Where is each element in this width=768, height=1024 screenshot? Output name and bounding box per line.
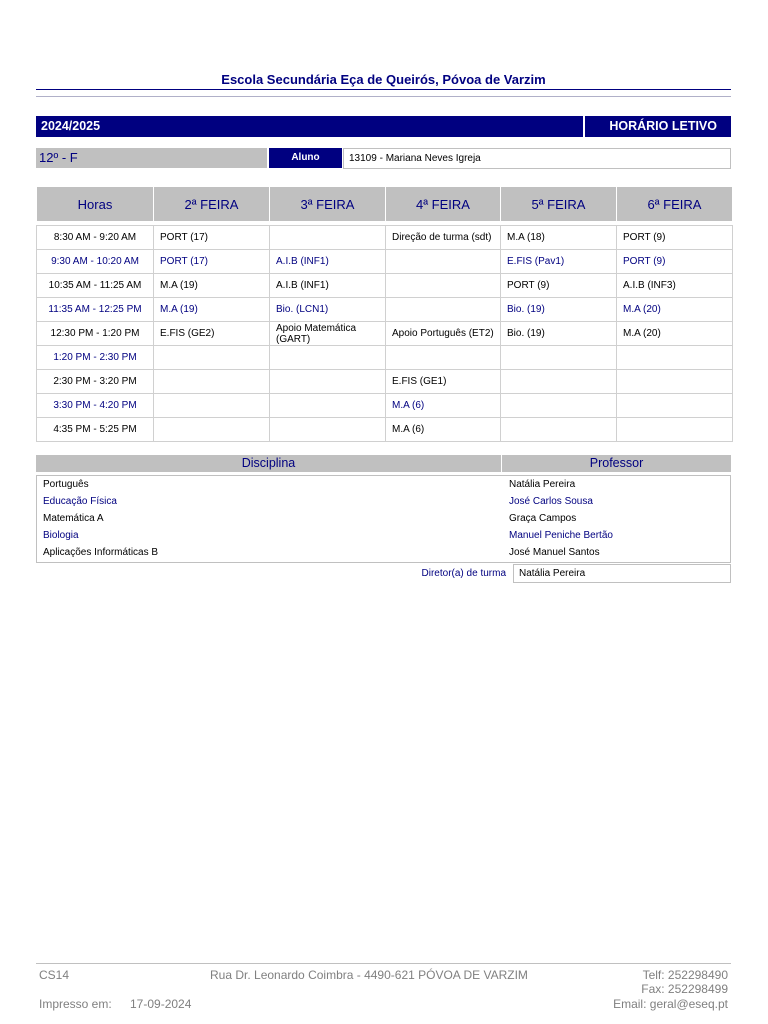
column-header-hours: Horas [37, 187, 154, 222]
schedule-cell: PORT (17) [154, 226, 270, 250]
schedule-row [37, 226, 733, 250]
schedule-row [37, 298, 733, 322]
schedule-cell: A.I.B (INF1) [270, 274, 386, 298]
schedule-cell [270, 226, 386, 250]
schedule-cell [501, 346, 617, 370]
footer-divider [36, 963, 731, 964]
footer-phone: Telf: 252298490 [642, 968, 728, 982]
schedule-cell: Apoio Português (ET2) [386, 322, 501, 346]
schedule-cell: M.A (19) [154, 274, 270, 298]
schedule-row [37, 394, 733, 418]
schedule-cell [617, 370, 733, 394]
student-label: Aluno [269, 148, 342, 168]
schedule-cell: M.A (20) [617, 298, 733, 322]
schedule-cell [154, 394, 270, 418]
subject-professor: José Carlos Sousa [509, 496, 593, 507]
subject-discipline: Português [43, 479, 89, 490]
column-header-wednesday: 4ª FEIRA [386, 187, 501, 222]
time-slot: 8:30 AM - 9:20 AM [37, 226, 154, 250]
schedule-cell: E.FIS (Pav1) [501, 250, 617, 274]
column-header-thursday: 5ª FEIRA [501, 187, 617, 222]
header-divider-secondary [36, 96, 731, 97]
footer-fax: Fax: 252298499 [641, 982, 728, 996]
time-slot: 10:35 AM - 11:25 AM [37, 274, 154, 298]
schedule-row [37, 418, 733, 442]
schedule-cell: Bio. (19) [501, 298, 617, 322]
subject-row [37, 493, 730, 510]
subject-discipline: Biologia [43, 530, 79, 541]
schedule-header-row [37, 187, 733, 222]
schedule-row [37, 250, 733, 274]
footer-printed-date: 17-09-2024 [130, 997, 192, 1011]
schedule-cell [501, 370, 617, 394]
school-year: 2024/2025 [36, 116, 583, 137]
schedule-cell: Bio. (LCN1) [270, 298, 386, 322]
schedule-cell [270, 394, 386, 418]
schedule-cell [386, 274, 501, 298]
subject-professor: Manuel Peniche Bertão [509, 530, 613, 541]
footer-email: Email: geral@eseq.pt [613, 997, 728, 1011]
class-name: 12º - F [36, 148, 267, 168]
discipline-header: Disciplina [36, 455, 501, 472]
schedule-cell: Apoio Matemática (GART) [270, 322, 386, 346]
time-slot: 2:30 PM - 3:20 PM [37, 370, 154, 394]
time-slot: 4:35 PM - 5:25 PM [37, 418, 154, 442]
schedule-cell [386, 298, 501, 322]
subject-discipline: Aplicações Informáticas B [43, 547, 159, 558]
schedule-cell [617, 418, 733, 442]
schedule-cell [154, 418, 270, 442]
schedule-row [37, 346, 733, 370]
schedule-cell: E.FIS (GE2) [154, 322, 270, 346]
class-director-label: Diretor(a) de turma [421, 568, 506, 579]
schedule-cell: M.A (20) [617, 322, 733, 346]
schedule-cell: A.I.B (INF1) [270, 250, 386, 274]
schedule-cell [386, 346, 501, 370]
schedule-table [36, 186, 733, 442]
subject-row [37, 544, 730, 561]
subject-row [37, 527, 730, 544]
schedule-cell: Direção de turma (sdt) [386, 226, 501, 250]
subject-discipline: Educação Física [43, 496, 117, 507]
schedule-cell: Bio. (19) [501, 322, 617, 346]
time-slot: 12:30 PM - 1:20 PM [37, 322, 154, 346]
header-divider [36, 89, 731, 90]
schedule-cell: PORT (17) [154, 250, 270, 274]
subject-list [36, 475, 731, 563]
footer-code: CS14 [39, 968, 70, 982]
schedule-cell: M.A (6) [386, 394, 501, 418]
schedule-cell: M.A (6) [386, 418, 501, 442]
schedule-cell [154, 346, 270, 370]
column-header-tuesday: 3ª FEIRA [270, 187, 386, 222]
schedule-cell [617, 346, 733, 370]
column-header-friday: 6ª FEIRA [617, 187, 733, 222]
subject-row [37, 476, 730, 493]
time-slot: 3:30 PM - 4:20 PM [37, 394, 154, 418]
time-slot: 1:20 PM - 2:30 PM [37, 346, 154, 370]
schedule-cell: PORT (9) [501, 274, 617, 298]
schedule-cell [501, 394, 617, 418]
schedule-row [37, 322, 733, 346]
schedule-cell: M.A (18) [501, 226, 617, 250]
column-header-monday: 2ª FEIRA [154, 187, 270, 222]
subject-discipline: Matemática A [43, 513, 104, 524]
time-slot: 11:35 AM - 12:25 PM [37, 298, 154, 322]
time-slot: 9:30 AM - 10:20 AM [37, 250, 154, 274]
schedule-cell [386, 250, 501, 274]
schedule-row [37, 274, 733, 298]
schedule-row [37, 370, 733, 394]
subject-professor: Natália Pereira [509, 479, 576, 490]
class-director-value: Natália Pereira [513, 564, 731, 583]
subject-professor: Graça Campos [509, 513, 577, 524]
schedule-cell: A.I.B (INF3) [617, 274, 733, 298]
subject-professor: José Manuel Santos [509, 547, 600, 558]
schedule-cell [270, 346, 386, 370]
schedule-cell: E.FIS (GE1) [386, 370, 501, 394]
schedule-cell: PORT (9) [617, 250, 733, 274]
document-title: HORÁRIO LETIVO [585, 116, 731, 137]
schedule-cell [270, 418, 386, 442]
footer-printed-label: Impresso em: [39, 997, 112, 1011]
schedule-cell [501, 418, 617, 442]
schedule-body [37, 222, 733, 442]
student-value: 13109 - Mariana Neves Igreja [343, 148, 731, 169]
subject-row [37, 510, 730, 527]
schedule-cell [154, 370, 270, 394]
professor-header: Professor [502, 455, 731, 472]
schedule-cell: M.A (19) [154, 298, 270, 322]
footer-address: Rua Dr. Leonardo Coimbra - 4490-621 PÓVOA DE VARZIM [210, 968, 528, 982]
schedule-cell: PORT (9) [617, 226, 733, 250]
schedule-cell [617, 394, 733, 418]
schedule-cell [270, 370, 386, 394]
school-name: Escola Secundária Eça de Queirós, Póvoa de Varzim [221, 72, 546, 87]
